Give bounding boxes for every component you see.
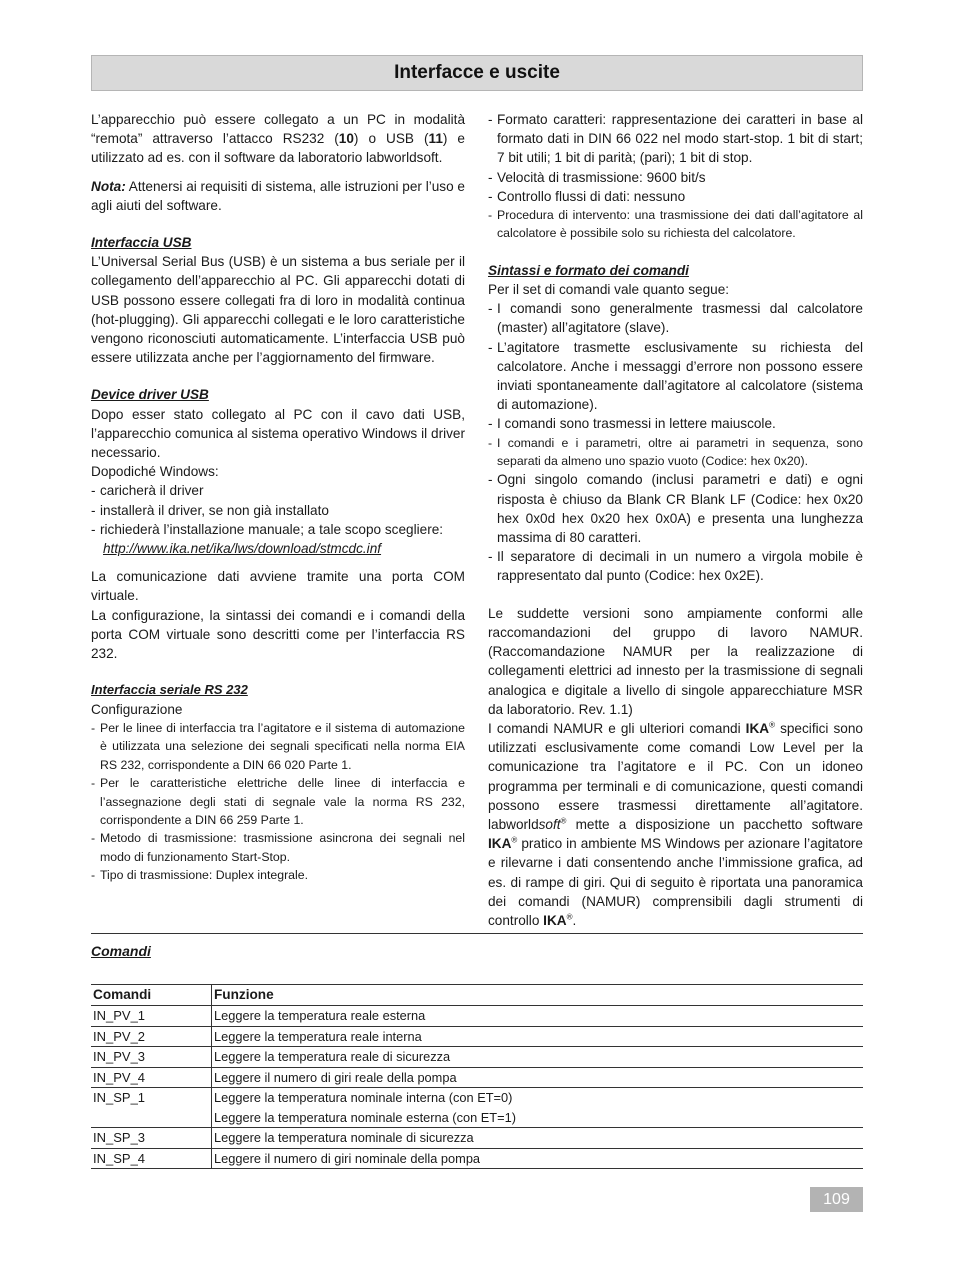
list-item: - L’agitatore trasmette esclusivamente su richiesta del calcolatore. Anche i messaggi d’errore non possono essere inviati spontaneamente dall’agitatore al calcolatore (sistema di automazione).	[488, 338, 863, 415]
ika-paragraph	[488, 719, 863, 930]
function-cell: Leggere la temperatura reale interna	[214, 1028, 422, 1044]
list-item: - Tipo di trasmissione: Duplex integrale.	[91, 866, 465, 884]
ika-text-1: I comandi NAMUR e gli ulteriori comandi	[488, 720, 746, 736]
header-bar	[91, 55, 863, 91]
command-cell: IN_SP_4	[91, 1148, 212, 1169]
format-list	[488, 110, 863, 243]
list-item: - Il separatore di decimali in un numero a virgola mobile è rappresentato dal punto (Codice: hex 0x2E).	[488, 547, 863, 585]
ika-text-2: specifici sono utilizzati esclusivamente come comandi Low Level per la comunicazione tra l’agitatore e il PC. Con un idoneo programma per terminali e di comunicazione, questi comandi possono essere trasmessi direttamente all’agitatore. labworld	[488, 720, 863, 832]
table-row	[91, 1047, 863, 1068]
com-paragraph-1: La comunicazione dati avviene tramite una porta COM virtuale.	[91, 569, 465, 604]
list-item: - I comandi sono generalmente trasmessi dal calcolatore (master) all’agitatore (slave).	[488, 299, 863, 337]
list-item: - Velocità di trasmissione: 9600 bit/s	[488, 168, 863, 187]
config-label: Configurazione	[91, 701, 183, 717]
column-header-function: Funzione	[214, 987, 274, 1002]
table-row	[91, 1067, 863, 1088]
namur-paragraph: Le suddette versioni sono ampiamente conformi alle raccomandazioni del gruppo di lavoro NAMUR. (Raccomandazione NAMUR per la realizzazione di collegamenti elettrici ad innesto per la trasmissione di segnali analogica e digitale a livello di singole apparecchiature MSR da laboratorio. Rev. 1.1)	[488, 605, 863, 717]
soft-italic: soft	[538, 816, 561, 832]
page-title: Interfacce e uscite	[394, 62, 560, 83]
table-row	[91, 1006, 863, 1027]
list-item: - Metodo di trasmissione: trasmissione asincrona dei segnali nel modo di funzionamento Start-Stop.	[91, 829, 465, 866]
command-cell: IN_SP_1	[91, 1088, 212, 1128]
ika-brand: IKA	[543, 912, 567, 928]
function-cell: Leggere il numero di giri reale della pompa	[214, 1069, 457, 1085]
table-row	[91, 1148, 863, 1169]
intro-text-2: ) o USB (	[353, 131, 429, 147]
syntax-heading: Sintassi e formato dei comandi	[488, 262, 689, 278]
intro-ref-10: 10	[338, 131, 354, 147]
function-line: Leggere la temperatura nominale esterna (con ET=1)	[214, 1109, 516, 1125]
function-cell: Leggere la temperatura reale di sicurezza	[214, 1049, 451, 1064]
page-number: 109	[810, 1187, 863, 1212]
function-cell: Leggere la temperatura reale esterna	[214, 1008, 426, 1023]
com-paragraph-2: La configurazione, la sintassi dei comandi e i comandi della porta COM virtuale sono descritti come per l’interfaccia RS 232.	[91, 607, 465, 662]
list-item: - Per le caratteristiche elettriche delle linee di interfaccia e l’assegnazione degli stati di segnale vale la norma RS 232, corrispondente a DIN 66 259 Parte 1.	[91, 774, 465, 829]
ika-text-3: mette a disposizione un pacchetto software	[566, 816, 863, 832]
ika-brand: IKA	[745, 720, 770, 736]
function-cell: Leggere la temperatura nominale di sicurezza	[214, 1130, 474, 1145]
list-item: - Controllo flussi di dati: nessuno	[488, 187, 863, 206]
registered-mark: ®	[566, 912, 573, 922]
syntax-intro: Per il set di comandi vale quanto segue:	[488, 282, 730, 298]
driver-paragraph: Dopo esser stato collegato al PC con il cavo dati USB, l’apparecchio comunica al sistema operativo Windows il driver necessario.	[91, 406, 465, 461]
intro-ref-11: 11	[428, 131, 443, 147]
registered-mark: ®	[511, 835, 518, 845]
usb-paragraph: L’Universal Serial Bus (USB) è un sistema a bus seriale per il collegamento dell’apparecchio al PC. Gli apparecchi dotati di USB possono essere collegati fra di loro in modalità continua (hot-plugging). Gli apparecchi collegati e le loro caratteristiche vengono riconosciuti automaticamente. L’interfaccia USB può essere utilizzata anche per l’aggiornamento del firmware.	[91, 254, 465, 366]
table-row	[91, 1026, 863, 1047]
function-cell: Leggere il numero di giri nominale della pompa	[214, 1150, 481, 1166]
command-cell: IN_PV_3	[91, 1047, 212, 1068]
nota-paragraph	[91, 177, 465, 215]
left-column	[91, 110, 465, 885]
table-header-row	[91, 985, 863, 1006]
command-cell: IN_PV_2	[91, 1026, 212, 1047]
ika-text-4: pratico in ambiente MS Windows per azionare l’agitatore e rilevarne i dati consentendo anche l’immissione grafica, ad es. di rampe di giri. Qui di seguito è riportata una panoramica dei comandi (NAMUR) comprensibili dagli strumenti di controllo	[488, 836, 863, 928]
nota-text: Attenersi ai requisiti di sistema, alle istruzioni per l’uso e agli aiuti del software.	[91, 178, 465, 213]
registered-mark: ®	[560, 816, 567, 826]
list-item: - richiederà l’installazione manuale; a tale scopo scegliere:	[91, 520, 465, 539]
commands-table	[91, 984, 863, 1169]
config-list	[91, 719, 465, 885]
function-cell	[212, 1088, 864, 1128]
command-cell: IN_PV_4	[91, 1067, 212, 1088]
list-item: - installerà il driver, se non già installato	[91, 501, 465, 520]
list-item: - Ogni singolo comando (inclusi parametri e dati) e ogni risposta è chiuso da Blank CR Blank LF (Codice: hex 0x20 hex 0x0d hex 0x20 hex 0x0A) e presenta una lunghezza massima di 80 caratteri.	[488, 470, 863, 547]
list-item: - Procedura di intervento: una trasmissione dei dati dall’agitatore al calcolatore è possibile solo su richiesta del calcolatore.	[488, 206, 863, 243]
section-divider	[91, 933, 863, 934]
table-row	[91, 1128, 863, 1149]
ika-brand: IKA	[488, 836, 512, 852]
intro-text-3: ) e utilizzato ad es. con il software da laboratorio labworldsoft.	[91, 131, 465, 166]
commands-heading: Comandi	[91, 943, 151, 959]
command-cell: IN_SP_3	[91, 1128, 212, 1149]
registered-mark: ®	[769, 720, 775, 730]
list-item: - caricherà il driver	[91, 481, 465, 500]
driver-heading: Device driver USB	[91, 387, 209, 403]
then-windows: Dopodiché Windows:	[91, 464, 219, 480]
table-row	[91, 1088, 863, 1128]
driver-download-link[interactable]: http://www.ika.net/ika/lws/download/stmcdc.inf	[103, 541, 382, 557]
windows-list	[91, 481, 465, 539]
usb-heading: Interfaccia USB	[91, 235, 192, 251]
list-item: - I comandi e i parametri, oltre ai parametri in sequenza, sono separati da almeno uno spazio vuoto (Codice: hex 0x20).	[488, 434, 863, 471]
list-item: - Per le linee di interfaccia tra l’agitatore e il sistema di automazione è utilizzata una selezione dei segnali specificati nella norma EIA RS 232, corrispondente a DIN 66 020 Parte 1.	[91, 719, 465, 774]
list-item: - Formato caratteri: rappresentazione dei caratteri in base al formato dati in DIN 66 022 nel modo start-stop. 1 bit di start; 7 bit utili; 1 bit di parità; (pari); 1 bit di stop.	[488, 110, 863, 168]
nota-label: Nota:	[91, 178, 126, 194]
syntax-list	[488, 299, 863, 585]
right-column	[488, 110, 863, 930]
intro-text-1: L’apparecchio può essere collegato a un PC in modalità “remota” attraverso l’attacco RS232 (	[91, 112, 465, 147]
rs232-heading: Interfaccia seriale RS 232	[91, 682, 248, 698]
intro-paragraph	[91, 110, 465, 168]
column-header-commands: Comandi	[91, 985, 212, 1006]
function-line: Leggere la temperatura nominale interna (con ET=0)	[214, 1090, 513, 1105]
command-cell: IN_PV_1	[91, 1006, 212, 1027]
list-item: - I comandi sono trasmessi in lettere maiuscole.	[488, 414, 863, 433]
ika-text-5: .	[572, 912, 577, 928]
